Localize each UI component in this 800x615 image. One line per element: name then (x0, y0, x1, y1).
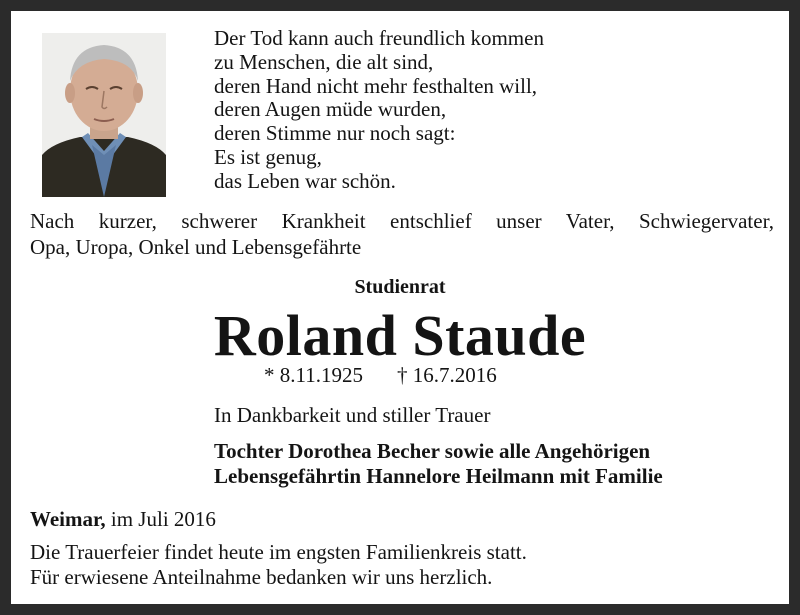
poem-line: Der Tod kann auch freundlich kommen (214, 26, 544, 50)
birth-date: * 8.11.1925 (264, 363, 363, 387)
note-line: Die Trauerfeier findet heute im engsten Familienkreis statt. (30, 540, 527, 564)
death-date: † 16.7.2016 (396, 363, 497, 387)
poem-line: zu Menschen, die alt sind, (214, 49, 434, 74)
poem-line: deren Augen müde wurden, (214, 97, 447, 122)
life-dates (264, 363, 497, 388)
announcement-line-1: Nach kurzer, schwerer Krankheit entschlief unser Vater, Schwiegervater, (30, 209, 774, 233)
deceased-name: Roland Staude (213, 303, 587, 368)
poem-line: Es ist genug, (214, 144, 322, 169)
poem (214, 27, 544, 194)
poem-line: das Leben war schön. (214, 168, 396, 193)
portrait-photo (42, 33, 166, 197)
place-and-date (30, 507, 216, 532)
mourner-line: Tochter Dorothea Becher sowie alle Angehörigen (214, 439, 651, 463)
death-announcement (30, 208, 774, 260)
obituary-card (11, 11, 789, 604)
gratitude-line: In Dankbarkeit und stiller Trauer (214, 403, 491, 427)
mourners-list (214, 439, 663, 489)
mourner-line: Lebensgefährtin Hannelore Heilmann mit Familie (214, 464, 663, 488)
place-date: im Juli 2016 (110, 507, 216, 531)
academic-title: Studienrat (354, 276, 446, 298)
place-city: Weimar, (30, 507, 106, 531)
poem-line: deren Stimme nur noch sagt: (214, 121, 456, 146)
poem-line: deren Hand nicht mehr festhalten will, (214, 73, 538, 98)
announcement-line-2: Opa, Uropa, Onkel und Lebensgefährte (30, 235, 362, 259)
funeral-notes (30, 540, 527, 590)
note-line: Für erwiesene Anteilnahme bedanken wir uns herzlich. (30, 565, 493, 589)
